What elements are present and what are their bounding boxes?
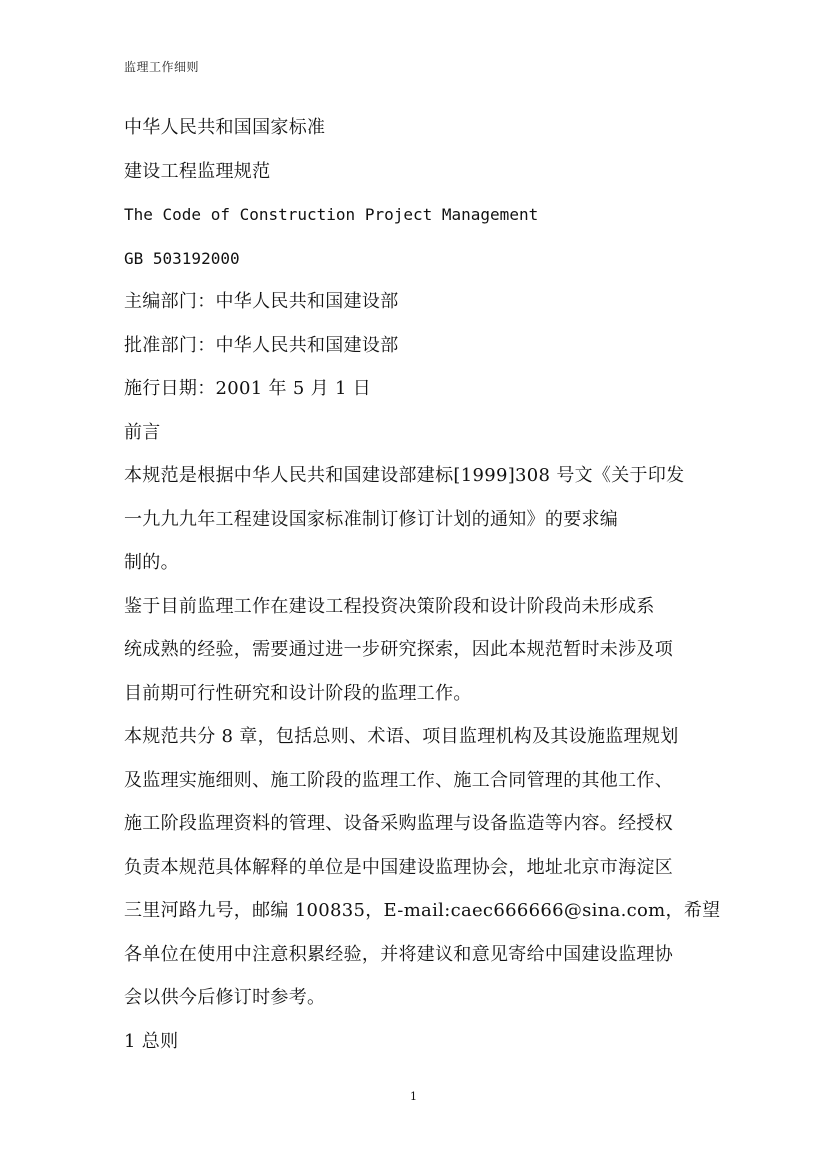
paragraph-line: 制的。 <box>124 552 179 573</box>
paragraph-line: 本规范是根据中华人民共和国建设部建标[1999]308 号文《关于印发 <box>124 465 685 486</box>
document-body <box>124 106 721 1063</box>
effective-date-line: 施行日期：2001 年 5 月 1 日 <box>124 378 372 399</box>
editor-department-line: 主编部门：中华人民共和国建设部 <box>124 291 399 312</box>
paragraph-line: 目前期可行性研究和设计阶段的监理工作。 <box>124 682 472 704</box>
paragraph-line: 施工阶段监理资料的管理、设备采购监理与设备监造等内容。经授权 <box>124 813 673 834</box>
page-number: 1 <box>410 1090 417 1103</box>
paragraph-line: 负责本规范具体解释的单位是中国建设监理协会，地址北京市海淀区 <box>124 856 673 878</box>
paragraph-line: 统成熟的经验，需要通过进一步研究探索，因此本规范暂时未涉及项 <box>124 639 673 660</box>
document-title: 建设工程监理规范 <box>124 160 271 182</box>
paragraph-line: 三里河路九号，邮编 100835，E-mail:caec666666@sina.com，希望 <box>124 900 721 921</box>
paragraph-line: 鉴于目前监理工作在建设工程投资决策阶段和设计阶段尚未形成系 <box>124 595 655 617</box>
standard-type-line: 中华人民共和国国家标准 <box>124 117 326 138</box>
header-divider <box>120 84 709 85</box>
section-heading: 1 总则 <box>124 1030 179 1052</box>
paragraph-line: 本规范共分 8 章，包括总则、术语、项目监理机构及其设施监理规划 <box>124 726 679 747</box>
paragraph-line: 各单位在使用中注意积累经验，并将建议和意见寄给中国建设监理协 <box>124 943 673 965</box>
approval-department-line: 批准部门：中华人民共和国建设部 <box>124 334 399 356</box>
page-header: 监理工作细则 <box>124 60 200 74</box>
preface-heading: 前言 <box>124 421 161 443</box>
paragraph-line: 一九九九年工程建设国家标准制订修订计划的通知》的要求编 <box>124 508 619 530</box>
english-title: The Code of Construction Project Management <box>124 205 539 224</box>
standard-number: GB 503192000 <box>124 248 240 268</box>
paragraph-line: 会以供今后修订时参考。 <box>124 987 326 1008</box>
paragraph-line: 及监理实施细则、施工阶段的监理工作、施工合同管理的其他工作、 <box>124 769 673 791</box>
